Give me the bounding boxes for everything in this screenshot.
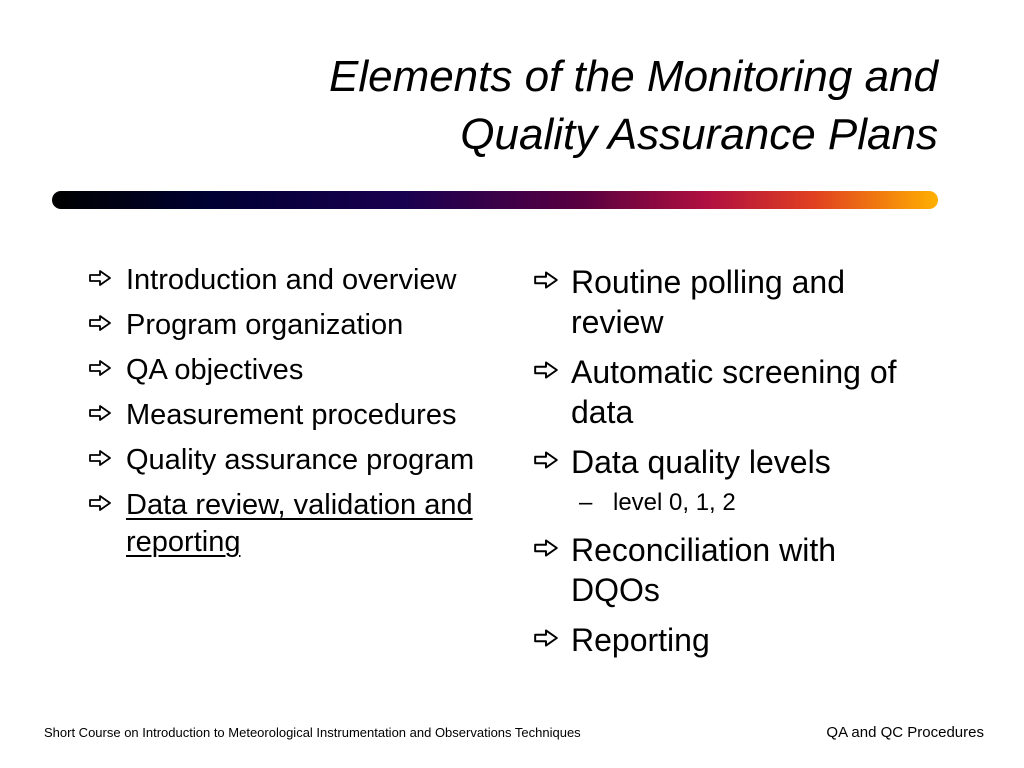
arrow-right-icon [533,628,559,648]
list-item [88,262,483,299]
list-item-text: Quality assurance program [126,444,475,476]
gradient-divider [52,191,938,209]
arrow-right-icon [533,270,559,290]
list-item [533,442,928,482]
arrow-right-icon [88,359,112,377]
sub-list-item-text: level 0, 1, 2 [613,489,736,516]
list-item [533,262,928,342]
list-item-text: Reconciliation with DQOs [571,532,837,608]
list-item-text: Data quality levels [571,444,831,480]
arrow-right-icon [533,360,559,380]
list-item-text: Measurement procedures [126,399,457,431]
list-item [533,530,928,610]
list-item [88,307,483,344]
arrow-right-icon [88,269,112,287]
arrow-right-icon [88,449,112,467]
left-bullet-list [88,262,483,569]
list-item-text-underlined: Data review, validation and reporting [126,489,473,558]
footer-course-title: Short Course on Introduction to Meteorological Instrumentation and Observations Techniques [44,725,581,740]
list-item [88,487,483,561]
arrow-right-icon [88,494,112,512]
sub-list-item [533,488,928,518]
list-item [88,397,483,434]
title-line-2: Quality Assurance Plans [460,110,938,159]
arrow-right-icon [88,314,112,332]
arrow-right-icon [533,538,559,558]
list-item [533,352,928,432]
list-item [88,352,483,389]
dash-bullet: – [579,489,593,516]
list-item-text: Program organization [126,309,404,341]
list-item-text: QA objectives [126,354,304,386]
arrow-right-icon [88,404,112,422]
list-item-text: Reporting [571,622,710,658]
title-line-1: Elements of the Monitoring and [328,52,938,101]
list-item-text: Routine polling and review [571,264,845,340]
arrow-right-icon [533,450,559,470]
list-item-text: Introduction and overview [126,264,457,296]
list-item [533,620,928,660]
list-item [88,442,483,479]
footer-section-title: QA and QC Procedures [826,724,984,741]
slide-title [138,48,938,164]
list-item-text: Automatic screening of data [571,354,897,430]
right-bullet-list [533,262,928,670]
